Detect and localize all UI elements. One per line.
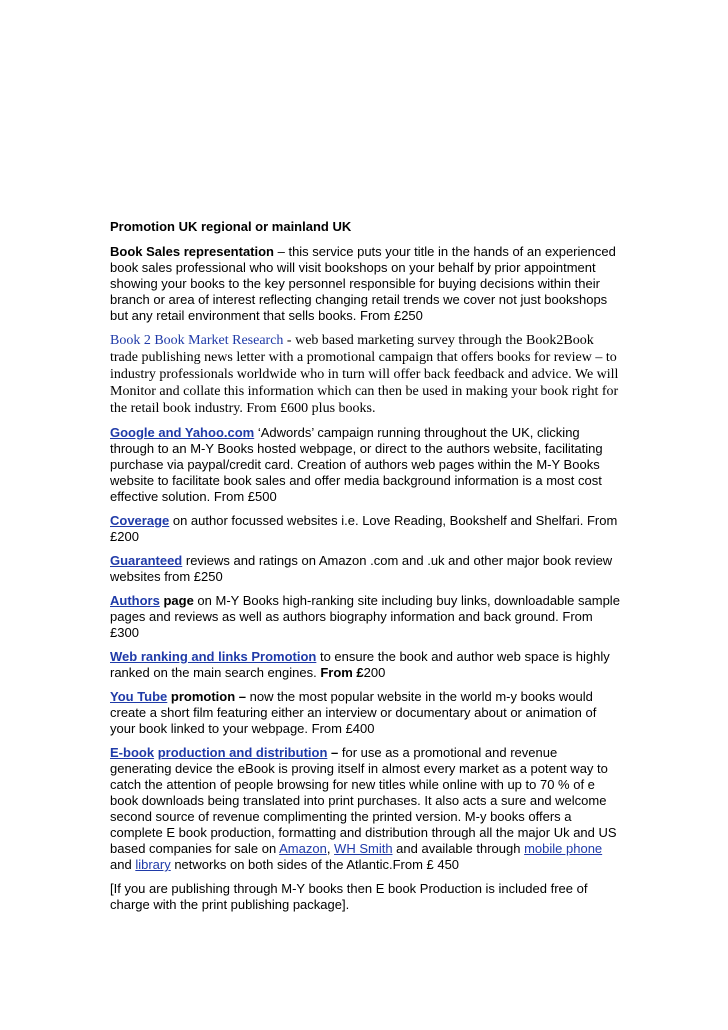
google-yahoo-link[interactable]: Google and Yahoo.com: [110, 425, 255, 440]
paragraph-coverage: [110, 513, 622, 545]
web-bold: From £: [320, 665, 364, 680]
guaranteed-link[interactable]: Guaranteed: [110, 553, 183, 568]
mobile-phone-link[interactable]: mobile phone: [524, 841, 603, 856]
youtube-link[interactable]: You Tube: [110, 689, 168, 704]
ebook-bold: –: [327, 745, 339, 760]
authors-link[interactable]: Authors: [110, 593, 160, 608]
whsmith-link[interactable]: WH Smith: [334, 841, 393, 856]
ebook-text: for use as a promotional and revenue generating device the eBook is proving itself in almost every market as a potent way to catch the attention of people browsing for new titles while online with up to 70 % of e book downloads being translated into print purchases. It also acts a sure and welcome second source of revenue complimenting the printed version. M-y books offers a complete E book production, formatting and distribution through all the major Uk and US based companies for sale on: [110, 745, 617, 856]
research-link[interactable]: Book 2 Book Market Research: [110, 333, 284, 348]
paragraph-authors: [110, 593, 622, 641]
research-text: - web based marketing survey through the Book2Book trade publishing news letter with a promotional campaign that offers books for review – to industry professionals worldwide who in turn will offer back feedback and advice. We will Monitor and collate this information which can then be used in making your book right for the retail book industry. From £600 plus books.: [110, 333, 619, 416]
amazon-link[interactable]: Amazon: [279, 841, 327, 856]
sales-text: – this service puts your title in the hands of an experienced book sales professional who will visit bookshops on your behalf by prior appointment showing your books to the key personnel responsible for buying decisions within their branch or area of interest reflecting changing retail trends we cover not just bookshops but any retail environment that sells books. From £250: [110, 244, 616, 323]
ebook-mid: and available through: [392, 841, 525, 856]
paragraph-note: [If you are publishing through M-Y books then E book Production is included free of charge with the print publishing package].: [110, 881, 588, 912]
ebook-and: and: [110, 857, 136, 872]
youtube-bold: promotion –: [167, 689, 247, 704]
paragraph-google: [110, 425, 622, 505]
paragraph-research: [110, 332, 622, 417]
ebook-comma: ,: [326, 841, 335, 856]
paragraph-guaranteed: [110, 553, 622, 585]
web-text: to ensure the book and author web space is highly ranked on the main search engines.: [110, 649, 610, 680]
page-title: Promotion UK regional or mainland UK: [110, 219, 352, 234]
web-ranking-link[interactable]: Web ranking and links Promotion: [110, 649, 317, 664]
library-link[interactable]: library: [135, 857, 171, 872]
sales-label: Book Sales representation: [110, 244, 274, 259]
ebook-end: networks on both sides of the Atlantic.From £ 450: [170, 857, 460, 872]
paragraph-web-ranking: [110, 649, 622, 681]
paragraph-sales: [110, 244, 622, 324]
coverage-text: on author focussed websites i.e. Love Reading, Bookshelf and Shelfari. From £200: [110, 513, 618, 544]
paragraph-ebook: [110, 745, 622, 873]
paragraph-youtube: [110, 689, 622, 737]
guaranteed-text: reviews and ratings on Amazon .com and .uk and other major book review websites from £250: [110, 553, 613, 584]
web-tail: 200: [363, 665, 386, 680]
ebook-production-link[interactable]: production and distribution: [157, 745, 328, 760]
coverage-link[interactable]: Coverage: [110, 513, 170, 528]
authors-text: on M-Y Books high-ranking site including buy links, downloadable sample pages and reviews as well as authors biography information and back ground. From £300: [110, 593, 620, 640]
ebook-link[interactable]: E-book: [110, 745, 155, 760]
document-body: [110, 219, 622, 921]
authors-bold: page: [159, 593, 194, 608]
google-text: ‘Adwords’ campaign running throughout the UK, clicking through to an M-Y Books hosted webpage, or direct to the authors website, facilitating purchase via paypal/credit card. Creation of authors web pages within the M-Y Books website to facilitate book sales and offer media background information is a most cost effective solution. From £500: [110, 425, 603, 504]
youtube-text: now the most popular website in the world m-y books would create a short film featuring either an interview or documentary about or animation of your book linked to your webpage. From £400: [110, 689, 597, 736]
